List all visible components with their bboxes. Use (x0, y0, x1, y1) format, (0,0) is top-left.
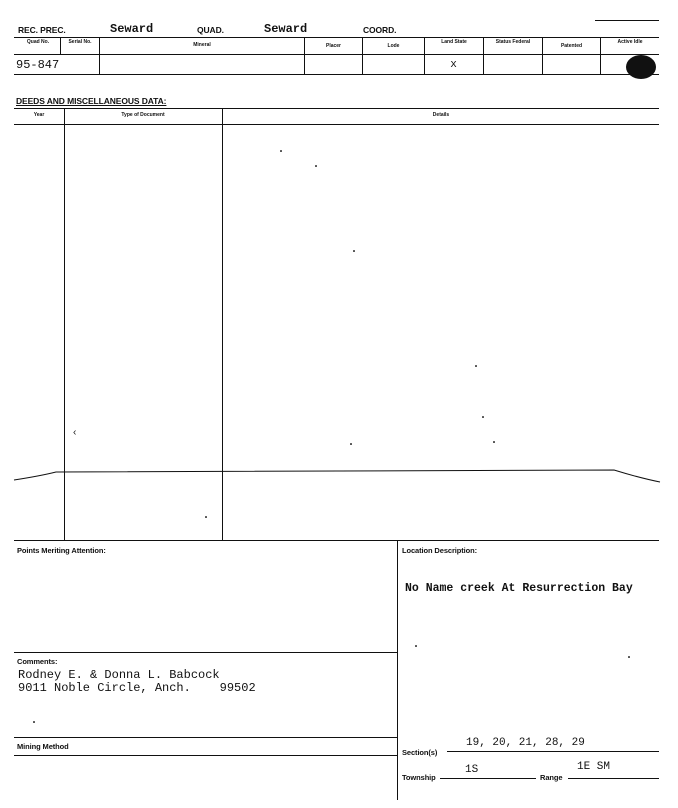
col-divider-federal (483, 37, 484, 74)
coord-label: COORD. (363, 25, 397, 35)
township-value: 1S (465, 764, 479, 776)
col-placer: Placer (325, 43, 341, 49)
col-divider-patented (542, 37, 543, 74)
land-state-value: x (450, 59, 457, 71)
col-active-idle: Active Idle (617, 39, 643, 45)
comments-line-1: Rodney E. & Donna L. Babcock (18, 668, 220, 682)
mining-method-label: Mining Method (17, 742, 69, 751)
col-divider-placer (304, 37, 305, 74)
col-divider-serial (60, 37, 61, 54)
col-status-federal: Status Federal (495, 39, 531, 45)
comments-rule (14, 652, 397, 653)
comments-line-2: 9011 Noble Circle, Anch. 99502 (18, 681, 256, 695)
col-land-state: Land State (441, 39, 467, 45)
quad-value: Seward (264, 22, 308, 36)
sections-value: 19, 20, 21, 28, 29 (466, 737, 585, 749)
header-top-rule (595, 20, 659, 21)
col-quad-no: Quad No. (26, 39, 50, 45)
location-description-text: No Name creek At Resurrection Bay (405, 582, 633, 595)
lower-section-divider (397, 540, 398, 800)
rec-prec-value: Seward (110, 22, 154, 36)
points-meriting-attention-label: Points Meriting Attention: (17, 546, 106, 555)
range-underline (568, 778, 659, 779)
range-value: 1E SM (577, 761, 611, 773)
top-table-rule-2 (14, 54, 659, 55)
mining-method-rule-top (14, 737, 397, 738)
col-mineral: Mineral (193, 42, 211, 48)
quad-label: QUAD. (197, 25, 224, 35)
deeds-rule-top (14, 108, 659, 109)
township-label: Township (402, 773, 436, 782)
page-fold-seam (0, 460, 678, 490)
col-lode: Lode (387, 43, 400, 49)
col-details: Details (432, 112, 450, 118)
col-divider-active (600, 37, 601, 74)
col-serial-no: Serial No. (68, 39, 92, 45)
sections-label: Section(s) (402, 748, 438, 757)
range-label: Range (540, 773, 563, 782)
deeds-title: DEEDS AND MISCELLANEOUS DATA: (16, 96, 167, 106)
col-patented: Patented (560, 43, 583, 49)
top-table-rule-1 (14, 37, 659, 38)
col-year: Year (33, 112, 45, 118)
quad-no-value: 95-847 (16, 58, 60, 72)
col-divider-lode (362, 37, 363, 74)
location-description-label: Location Description: (402, 546, 477, 555)
comments-label: Comments: (17, 657, 58, 666)
top-table-rule-3 (14, 74, 659, 75)
col-type-of-document: Type of Document (121, 112, 165, 118)
active-idle-ink-mark (626, 55, 656, 79)
lower-section-rule (14, 540, 659, 541)
sections-underline (447, 751, 659, 752)
township-underline (440, 778, 536, 779)
rec-prec-label: REC. PREC. (18, 25, 66, 35)
deeds-rule-header (14, 124, 659, 125)
mining-method-rule-bottom (14, 755, 397, 756)
